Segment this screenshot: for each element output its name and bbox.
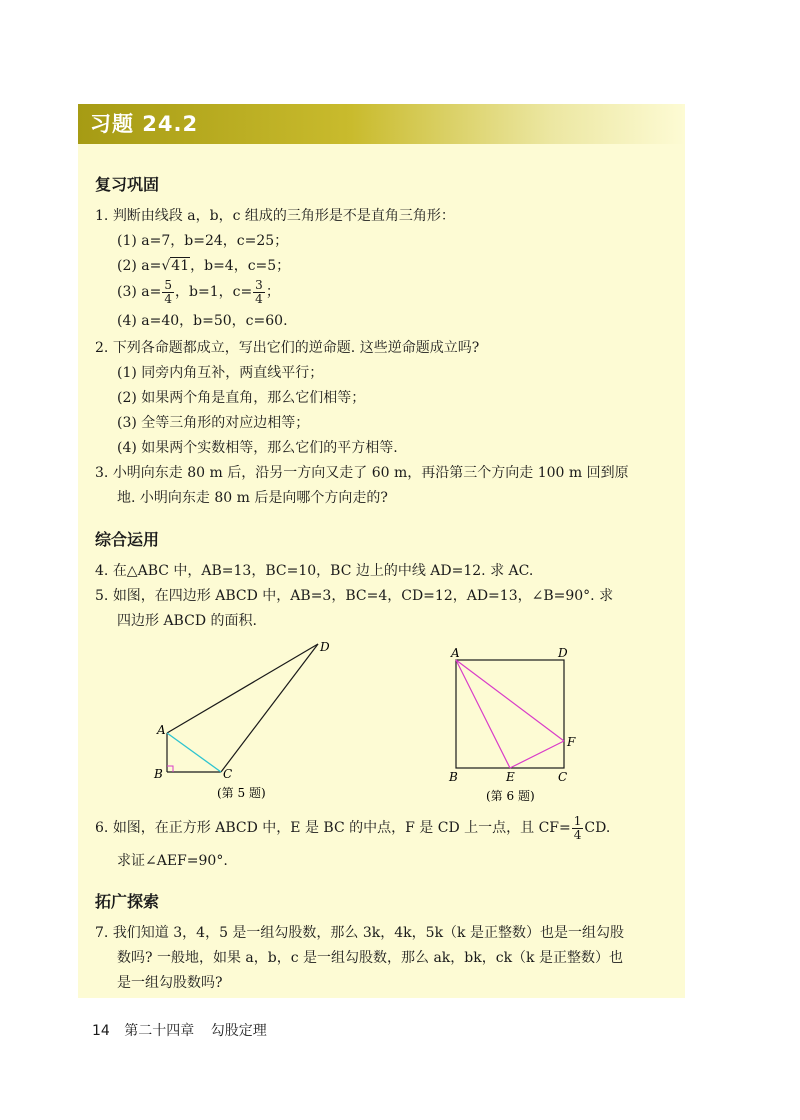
q2-part4: (4) 如果两个实数相等，那么它们的平方相等. (117, 440, 398, 456)
edge-ad (167, 644, 318, 733)
q1-part3-frac-a (162, 279, 174, 306)
q5-text-line1: 如图，在四边形 ABCD 中，AB=3，BC=4，CD=12，AD=13，∠B=90°. 求 (112, 588, 614, 604)
section-review-heading: 复习巩固 (95, 175, 160, 194)
q1-stem-text: 判断由线段 a，b，c 组成的三角形是不是直角三角形： (112, 208, 455, 224)
frac-numerator: 1 (573, 813, 582, 828)
q1-part2-prefix: (2) a= (117, 258, 162, 274)
q5-line1 (95, 586, 613, 606)
frac-numerator: 3 (255, 277, 263, 292)
segment-ae (456, 660, 510, 768)
q1-part3-mid: ，b=1，c= (175, 284, 253, 300)
label-d: D (558, 646, 568, 660)
figure-6 (440, 642, 590, 807)
q7-line1 (95, 923, 624, 943)
q1-part4: (4) a=40，b=50，c=60. (117, 313, 288, 329)
segment-ef (510, 741, 564, 768)
q6-line1 (95, 812, 610, 844)
q2-number: 2. (95, 340, 109, 356)
q7-text-line2: 数吗? 一般地，如果 a，b，c 是一组勾股数，那么 ak，bk，ck（k 是正整数）也 (117, 950, 623, 966)
q4-number: 4. (95, 563, 109, 579)
q2-part1: (1) 同旁内角互补，两直线平行； (117, 365, 324, 381)
frac-denominator: 4 (255, 291, 263, 306)
q1-part3 (117, 277, 280, 307)
q7-text-line1: 我们知道 3，4，5 是一组勾股数，那么 3k，4k，5k（k 是正整数）也是一组勾股 (112, 925, 624, 941)
q6-fraction (572, 815, 584, 842)
q1-part2-radicand: 41 (171, 258, 190, 274)
q1-part1: (1) a=7，b=24，c=25； (117, 233, 289, 249)
section-explore-heading: 拓广探索 (95, 892, 160, 911)
diagonal-ac (167, 733, 221, 772)
q1-part3-frac-c (253, 279, 265, 306)
q6-text-line1-prefix: 如图，在正方形 ABCD 中，E 是 BC 的中点，F 是 CD 上一点，且 CF= (112, 820, 571, 836)
segment-af (456, 660, 564, 741)
q6-number: 6. (95, 820, 109, 836)
q4-text: 在△ABC 中，AB=13，BC=10，BC 边上的中线 AD=12. 求 AC. (112, 563, 534, 579)
figure-5 (140, 632, 350, 804)
q6-text-line2: 求证∠AEF=90°. (117, 853, 228, 869)
q7-text-line3: 是一组勾股数吗? (117, 975, 223, 991)
figure-6-caption: (第 6 题) (486, 789, 535, 803)
label-d: D (320, 640, 330, 654)
label-c: C (223, 767, 233, 781)
label-f: F (567, 735, 576, 749)
chapter-title: 勾股定理 (210, 1023, 267, 1039)
frac-numerator: 5 (164, 277, 172, 292)
q7-number: 7. (95, 925, 109, 941)
page-number: 14 (92, 1023, 110, 1039)
figure-5-caption: (第 5 题) (217, 786, 266, 800)
q2-stem (95, 338, 479, 358)
right-angle-mark (167, 766, 173, 772)
q1-part3-suffix: ； (265, 284, 280, 300)
label-a: A (451, 646, 460, 660)
q1-number: 1. (95, 208, 109, 224)
section-apply-heading: 综合运用 (95, 530, 160, 549)
q2-part2: (2) 如果两个角是直角，那么它们相等； (117, 390, 366, 406)
q3-text-line2: 地. 小明向东走 80 m 后是向哪个方向走的? (117, 490, 388, 506)
q2-stem-text: 下列各命题都成立，写出它们的逆命题. 这些逆命题成立吗? (112, 340, 480, 356)
frac-denominator: 4 (164, 291, 172, 306)
edge-cd (221, 644, 318, 772)
chapter-label: 第二十四章 (124, 1023, 195, 1039)
q6-text-line1-suffix: CD. (584, 820, 611, 836)
q2-part3: (3) 全等三角形的对应边相等； (117, 415, 310, 431)
q5-text-line2: 四边形 ABCD 的面积. (117, 613, 257, 629)
q1-part2: (2) a=√41，b=4，c=5； (117, 258, 291, 274)
frac-denominator: 4 (573, 827, 582, 842)
q1-part2-suffix: ，b=4，c=5； (190, 258, 291, 274)
label-a: A (157, 723, 166, 737)
q3-number: 3. (95, 465, 109, 481)
q1-part3-prefix: (3) a= (117, 284, 162, 300)
label-c: C (558, 770, 568, 784)
q3-line1 (95, 463, 629, 483)
q5-number: 5. (95, 588, 109, 604)
q3-text-line1: 小明向东走 80 m 后，沿另一方向又走了 60 m，再沿第三个方向走 100 m 回到原 (112, 465, 629, 481)
q1-stem (95, 206, 455, 226)
square-abcd (456, 660, 564, 768)
q4-line (95, 561, 533, 581)
page-footer (92, 1020, 267, 1040)
label-b: B (449, 770, 458, 784)
label-e: E (506, 770, 515, 784)
label-b: B (154, 767, 163, 781)
exercise-title: 习题 24.2 (90, 112, 199, 136)
